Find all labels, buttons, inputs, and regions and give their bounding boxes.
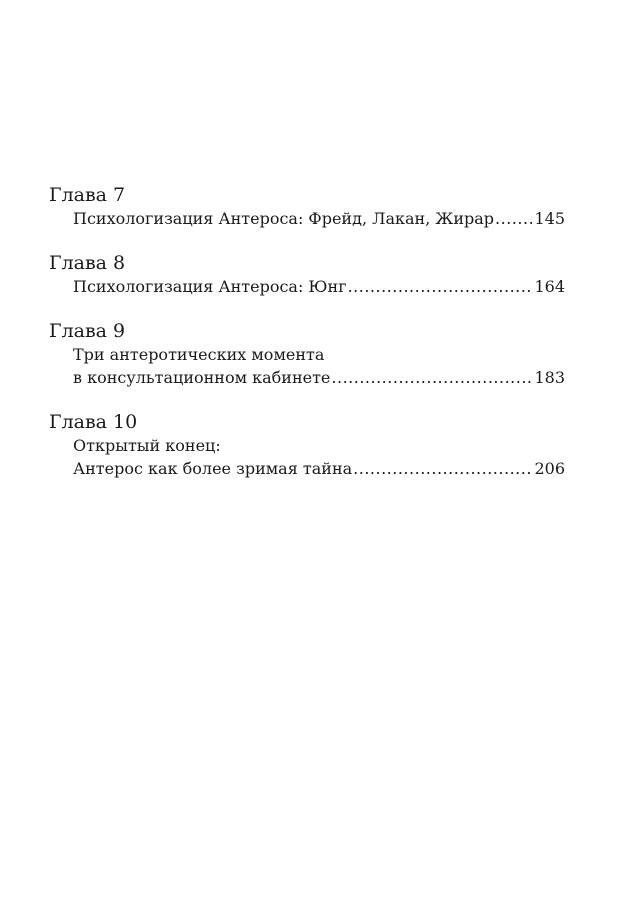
entry-title-line[interactable] [73,275,565,298]
dot-leader [495,207,533,230]
entry-title: в консультационном кабинете [73,368,331,387]
entry-title-first-line[interactable]: Три антеротических момента [73,345,325,364]
table-of-contents [49,183,565,501]
dot-leader [353,457,533,480]
dot-leader [331,366,533,389]
entry-title-line[interactable] [73,207,565,230]
entry-title: Антерос как более зримая тайна [73,459,353,478]
entry-title-line[interactable] [73,457,565,480]
entry-title-line[interactable] [73,366,565,389]
chapter-entry [49,434,565,480]
chapter-label: Глава 9 [49,320,126,342]
toc-chapter-8 [49,251,565,298]
chapter-label: Глава 10 [49,411,138,433]
entry-title: Психологизация Антероса: Юнг [73,277,347,296]
toc-chapter-9 [49,319,565,389]
entry-title-first-line[interactable]: Открытый конец: [73,436,221,455]
toc-chapter-7 [49,183,565,230]
entry-title: Психологизация Антероса: Фрейд, Лакан, Жирар [73,209,495,228]
chapter-label: Глава 7 [49,184,126,206]
chapter-entry [49,275,565,298]
page-number: 164 [534,277,565,296]
chapter-entry [49,343,565,389]
chapter-entry [49,207,565,230]
page-number: 145 [534,209,565,228]
dot-leader [348,275,534,298]
toc-chapter-10 [49,410,565,480]
page-number: 206 [534,459,565,478]
chapter-label: Глава 8 [49,252,126,274]
page-number: 183 [534,368,565,387]
